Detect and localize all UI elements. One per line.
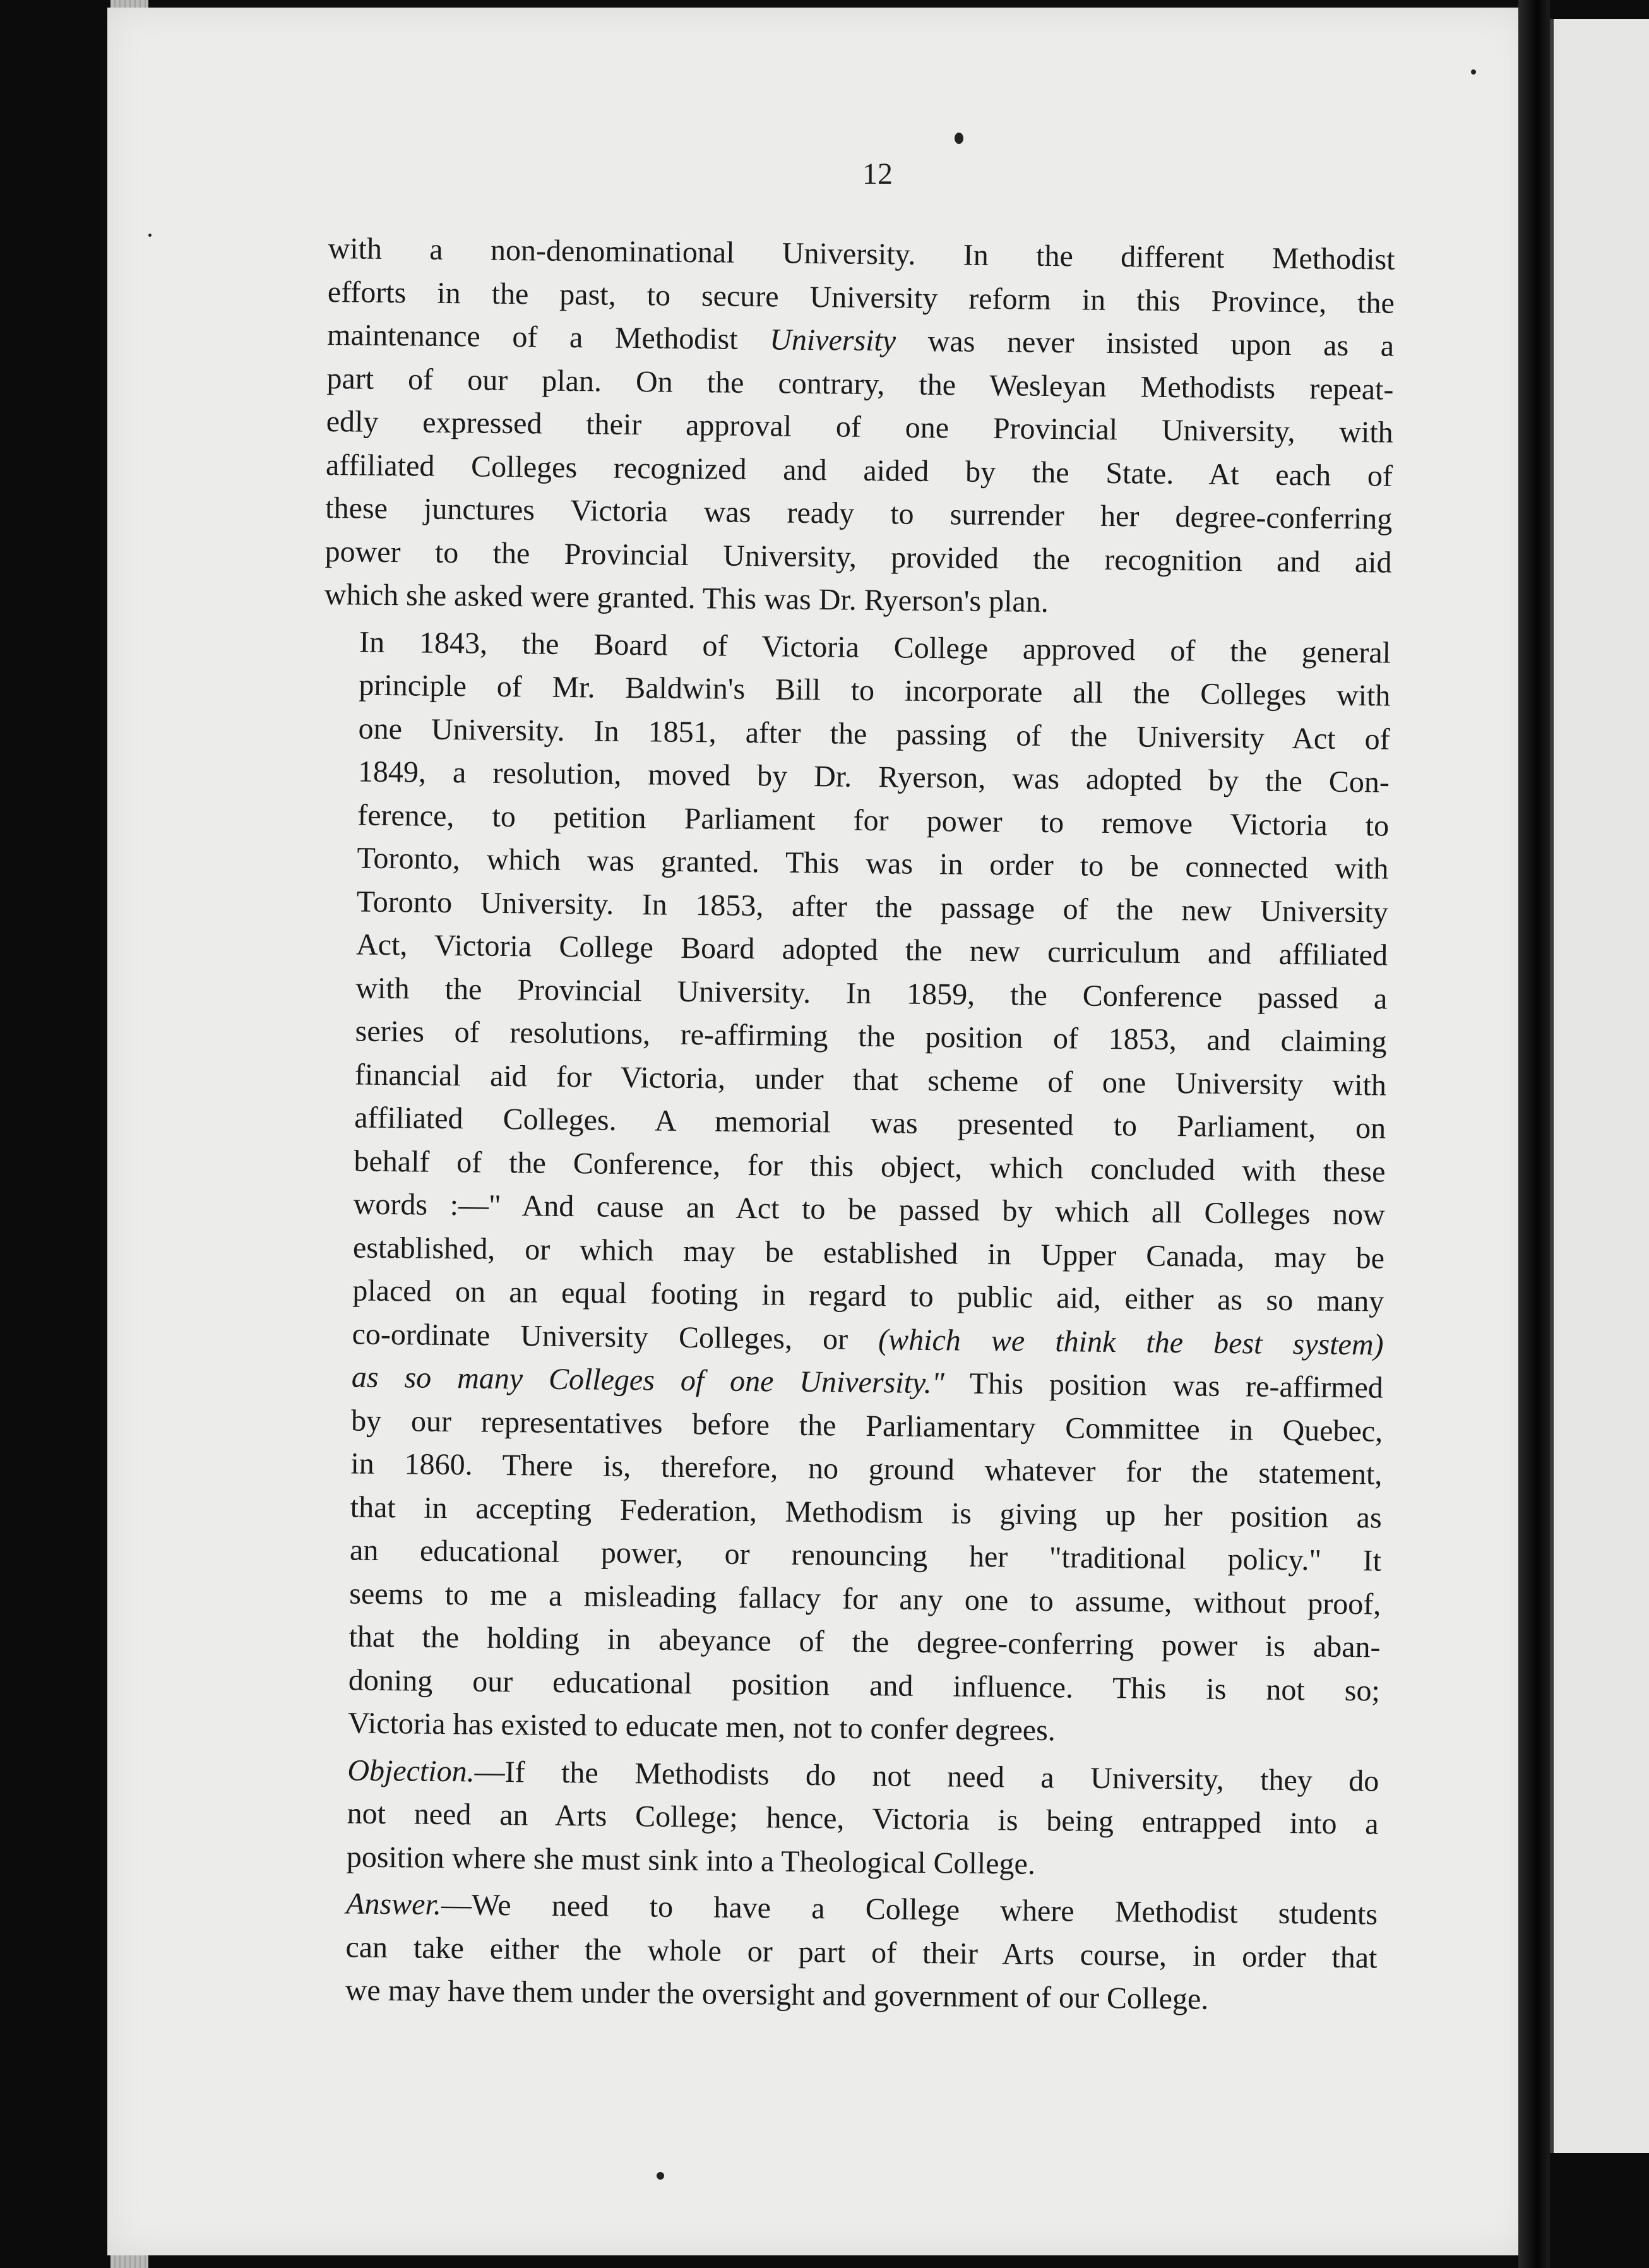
text-line: that in accepting Federation, Methodism is giving up her position as — [350, 1489, 1382, 1535]
text-line: an educational power, or renouncing her "traditional policy." It — [349, 1533, 1382, 1578]
text-line: maintenance of a Methodist University was never insisted upon as a — [326, 318, 1395, 363]
text-line: edly expressed their approval of one Provincial University, with — [326, 404, 1393, 450]
text-line: In 1843, the Board of Victoria College approved of the general — [359, 625, 1391, 670]
text-line: behalf of the Conference, for this object, which concluded with these — [354, 1144, 1386, 1189]
text-line: affiliated Colleges. A memorial was presented to Parliament, on — [354, 1101, 1386, 1145]
text-line: one University. In 1851, after the passing of the University Act of — [358, 712, 1390, 756]
scan-speck — [657, 2172, 664, 2180]
text-line: part of our plan. On the contrary, the Wesleyan Methodists repeat- — [326, 361, 1394, 407]
text-line: these junctures Victoria was ready to surrender her degree-conferring — [325, 491, 1393, 536]
text-line: with a non-denominational University. In the different Methodist — [328, 231, 1395, 277]
text-line: Toronto, which was granted. This was in order to be connected with — [357, 841, 1389, 886]
adjacent-page-edge — [1550, 19, 1649, 2153]
text-line: not need an Arts College; hence, Victoria is being entrapped into a — [347, 1796, 1379, 1841]
text-line: by our representatives before the Parliamentary Committee in Quebec, — [350, 1403, 1383, 1448]
text-line: series of resolutions, re-affirming the position of 1853, and claiming — [355, 1014, 1387, 1059]
paragraph — [311, 1748, 1379, 1889]
text-line: placed on an equal footing in regard to public aid, either as so many — [352, 1274, 1384, 1318]
text-line: seems to me a misleading fallacy for any one to assume, without proof, — [349, 1576, 1381, 1621]
text-line: can take either the whole or part of their Arts course, in order that — [345, 1930, 1378, 1975]
text-line: with the Provincial University. In 1859, the Conference passed a — [355, 971, 1388, 1016]
body-text — [309, 227, 1395, 2023]
paragraph — [313, 620, 1391, 1756]
paragraph — [309, 1882, 1378, 2023]
page-number: 12 — [862, 157, 893, 191]
text-line: efforts in the past, to secure University reform in this Province, the — [327, 275, 1395, 320]
text-line: Answer.—We need to have a College where Methodist students — [345, 1887, 1378, 1931]
book-binding — [1518, 0, 1550, 2268]
text-line: principle of Mr. Baldwin's Bill to incorporate all the Colleges with — [359, 668, 1391, 713]
text-line: Objection.—If the Methodists do not need a University, they do — [347, 1753, 1379, 1798]
text-line: that the holding in abeyance of the degree-conferring power is aban- — [348, 1620, 1381, 1664]
scan-speck — [148, 234, 152, 237]
text-line: established, or which may be established in Upper Canada, may be — [352, 1230, 1385, 1275]
text-line: power to the Provincial University, provided the recognition and aid — [324, 534, 1392, 580]
text-line: we may have them under the oversight and government of our College. — [345, 1973, 1209, 2016]
text-line: 1849, a resolution, moved by Dr. Ryerson, was adopted by the Con- — [357, 755, 1390, 799]
text-line: Victoria has existed to educate men, not to confer degrees. — [347, 1706, 1056, 1748]
text-line: words :—" And cause an Act to be passed by which all Colleges now — [353, 1187, 1385, 1232]
text-line: in 1860. There is, therefore, no ground whatever for the statement, — [350, 1447, 1383, 1491]
paragraph — [324, 227, 1395, 628]
text-line: which she asked were granted. This was Dr. Ryerson's plan. — [324, 577, 1049, 619]
text-line: co-ordinate University Colleges, or (which we think the best system) — [352, 1316, 1384, 1362]
text-line: ference, to petition Parliament for power to remove Victoria to — [357, 798, 1390, 843]
text-line: position where she must sink into a Theological College. — [346, 1839, 1036, 1881]
scan-speck — [955, 133, 963, 144]
text-line: Act, Victoria College Board adopted the new curriculum and affiliated — [355, 928, 1388, 972]
text-line: Toronto University. In 1853, after the passage of the new University — [356, 885, 1389, 929]
scan-speck — [1471, 69, 1476, 75]
text-line: doning our educational position and influence. This is not so; — [348, 1662, 1381, 1708]
text-line: affiliated Colleges recognized and aided by the State. At each of — [325, 448, 1393, 493]
text-line: as so many Colleges of one University." This position was re-affirmed — [351, 1360, 1384, 1405]
text-line: financial aid for Victoria, under that scheme of one University with — [354, 1058, 1387, 1102]
